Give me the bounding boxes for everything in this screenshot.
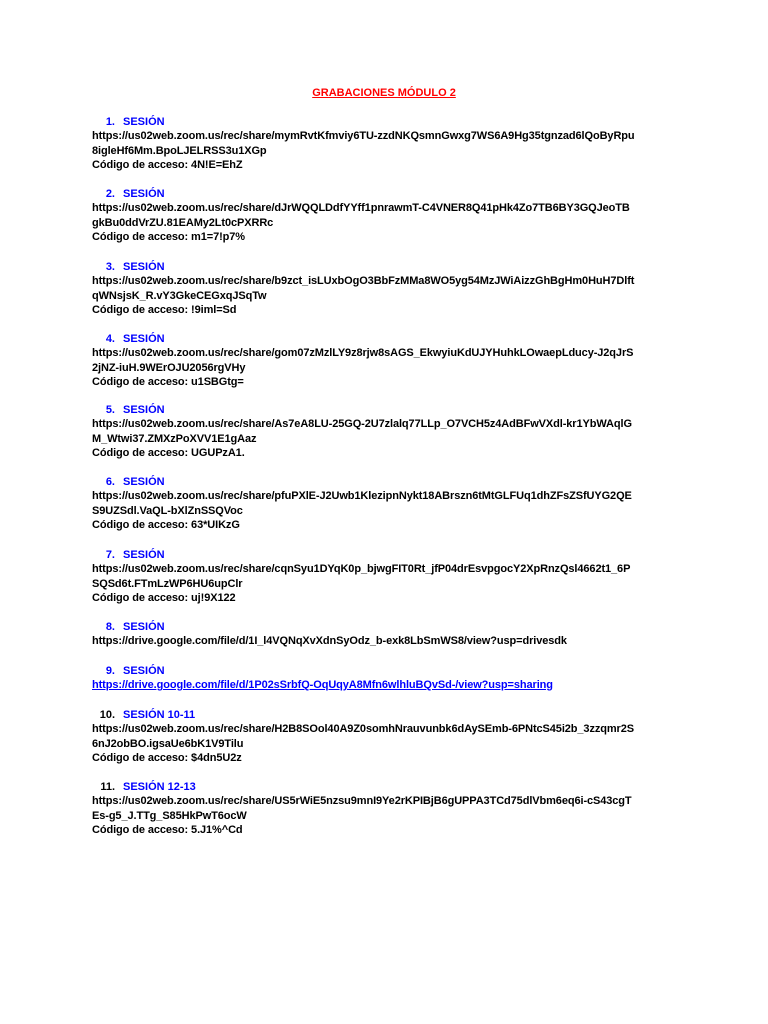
session-label: SESIÓN 10-11 xyxy=(123,709,196,721)
session-number: 10. xyxy=(99,709,115,721)
session-entry-5 xyxy=(92,403,692,461)
document-title: GRABACIONES MÓDULO 2 xyxy=(312,87,456,99)
session-number: 4. xyxy=(105,333,115,345)
session-heading xyxy=(92,780,692,794)
drive-url[interactable]: https://drive.google.com/file/d/1I_l4VQNqXvXdnSyOdz_b-exk8LbSmWS8/view?usp=drivesdk xyxy=(92,635,567,647)
session-number: 1. xyxy=(105,116,115,128)
recording-url-line-2[interactable]: 6nJ2obBO.igsaUe6bK1V9Tilu xyxy=(92,737,244,750)
session-number: 9. xyxy=(105,665,115,677)
session-label: SESIÓN xyxy=(123,333,165,345)
session-label: SESIÓN xyxy=(123,621,165,633)
session-number: 8. xyxy=(105,621,115,633)
access-code: Código de acceso: u1SBGtg= xyxy=(92,376,244,388)
access-code: Código de acceso: !9iml=Sd xyxy=(92,304,237,316)
recording-url-line-1[interactable]: https://us02web.zoom.us/rec/share/US5rWiE5nzsu9mnI9Ye2rKPIBjB6gUPPA3TCd75dlVbm6eq6i-cS43cgT xyxy=(92,795,632,807)
session-entry-8 xyxy=(92,620,692,649)
access-code: Código de acceso: m1=7!p7% xyxy=(92,231,245,243)
session-heading xyxy=(92,548,692,562)
recording-url-line-2[interactable]: qWNsjsK_R.vY3GkeCEGxqJSqTw xyxy=(92,289,267,302)
session-label: SESIÓN xyxy=(123,261,165,273)
session-number: 2. xyxy=(105,188,115,200)
recording-url-line-2[interactable]: gkBu0ddVrZU.81EAMy2Lt0cPXRRc xyxy=(92,216,274,229)
session-entry-9 xyxy=(92,664,692,693)
session-label: SESIÓN xyxy=(123,188,165,200)
recording-url-line-2[interactable]: S9UZSdl.VaQL-bXlZnSSQVoc xyxy=(92,504,243,517)
session-heading xyxy=(92,475,692,489)
recording-url-line-1[interactable]: https://us02web.zoom.us/rec/share/As7eA8LU-25GQ-2U7zlalq77LLp_O7VCH5z4AdBFwVXdl-kr1YbWAqlG xyxy=(92,418,632,430)
access-code: Código de acceso: 63*UIKzG xyxy=(92,519,240,531)
recording-url-line-1[interactable]: https://us02web.zoom.us/rec/share/dJrWQQLDdfYYff1pnrawmT-C4VNER8Q41pHk4Zo7TB6BY3GQJeoTB xyxy=(92,202,630,214)
session-heading xyxy=(92,332,692,346)
session-entry-2 xyxy=(92,187,692,245)
session-number: 3. xyxy=(105,261,115,273)
session-heading xyxy=(92,620,692,634)
session-entry-11 xyxy=(92,780,692,838)
access-code: Código de acceso: $4dn5U2z xyxy=(92,752,242,764)
session-label: SESIÓN xyxy=(123,404,165,416)
recording-url-line-1[interactable]: https://us02web.zoom.us/rec/share/b9zct_isLUxbOgO3BbFzMMa8WO5yg54MzJWiAizzGhBgHm0HuH7Dlft xyxy=(92,275,635,287)
session-number: 5. xyxy=(105,404,115,416)
session-label: SESIÓN xyxy=(123,549,165,561)
recording-url-line-1[interactable]: https://us02web.zoom.us/rec/share/gom07zMzlLY9z8rjw8sAGS_EkwyiuKdUJYHuhkLOwaepLducy-J2qJrS xyxy=(92,347,634,359)
session-number: 11. xyxy=(100,781,115,793)
session-label: SESIÓN xyxy=(123,116,165,128)
session-number: 7. xyxy=(105,549,115,561)
session-number: 6. xyxy=(105,476,115,488)
session-label: SESIÓN 12-13 xyxy=(123,781,196,793)
recording-url-line-2[interactable]: SQSd6t.FTmLzWP6HU6upClr xyxy=(92,577,243,590)
session-heading xyxy=(92,403,692,417)
session-entry-3 xyxy=(92,260,692,318)
drive-link[interactable]: https://drive.google.com/file/d/1P02sSrbfQ-OqUqyA8Mfn6wlhluBQvSd-/view?usp=sharing xyxy=(92,679,553,691)
access-code: Código de acceso: 4N!E=EhZ xyxy=(92,159,243,171)
session-heading xyxy=(92,708,692,722)
session-entry-4 xyxy=(92,332,692,390)
access-code: Código de acceso: uj!9X122 xyxy=(92,592,236,604)
session-entry-10 xyxy=(92,708,692,766)
recording-url-line-1[interactable]: https://us02web.zoom.us/rec/share/H2B8SOol40A9Z0somhNrauvunbk6dAySEmb-6PNtcS45i2b_3zzqmr2S xyxy=(92,723,634,735)
session-heading xyxy=(92,115,692,129)
recording-url-line-2[interactable]: 2jNZ-iuH.9WErOJU2056rgVHy xyxy=(92,361,246,374)
access-code: Código de acceso: 5.J1%^Cd xyxy=(92,824,243,836)
session-label: SESIÓN xyxy=(123,476,165,488)
session-entry-6 xyxy=(92,475,692,533)
access-code: Código de acceso: UGUPzA1. xyxy=(92,447,245,459)
session-heading xyxy=(92,260,692,274)
recording-url-line-2[interactable]: M_Wtwi37.ZMXzPoXVV1E1gAaz xyxy=(92,432,257,445)
session-entry-1 xyxy=(92,115,692,173)
session-entry-7 xyxy=(92,548,692,606)
session-heading xyxy=(92,664,692,678)
recording-url-line-1[interactable]: https://us02web.zoom.us/rec/share/mymRvtKfmviy6TU-zzdNKQsmnGwxg7WS6A9Hg35tgnzad6lQoByRpu xyxy=(92,130,635,142)
recording-url-line-1[interactable]: https://us02web.zoom.us/rec/share/cqnSyu1DYqK0p_bjwgFIT0Rt_jfP04drEsvpgocY2XpRnzQsl4662t1_6P xyxy=(92,563,631,575)
recording-url-line-2[interactable]: 8igleHf6Mm.BpoLJELRSS3u1XGp xyxy=(92,144,267,157)
recording-url-line-1[interactable]: https://us02web.zoom.us/rec/share/pfuPXlE-J2Uwb1KlezipnNykt18ABrszn6tMtGLFUq1dhZFsZSfUYG2QE xyxy=(92,490,632,502)
recording-url-line-2[interactable]: Es-g5_J.TTg_S85HkPwT6ocW xyxy=(92,809,247,822)
session-label: SESIÓN xyxy=(123,665,165,677)
session-heading xyxy=(92,187,692,201)
